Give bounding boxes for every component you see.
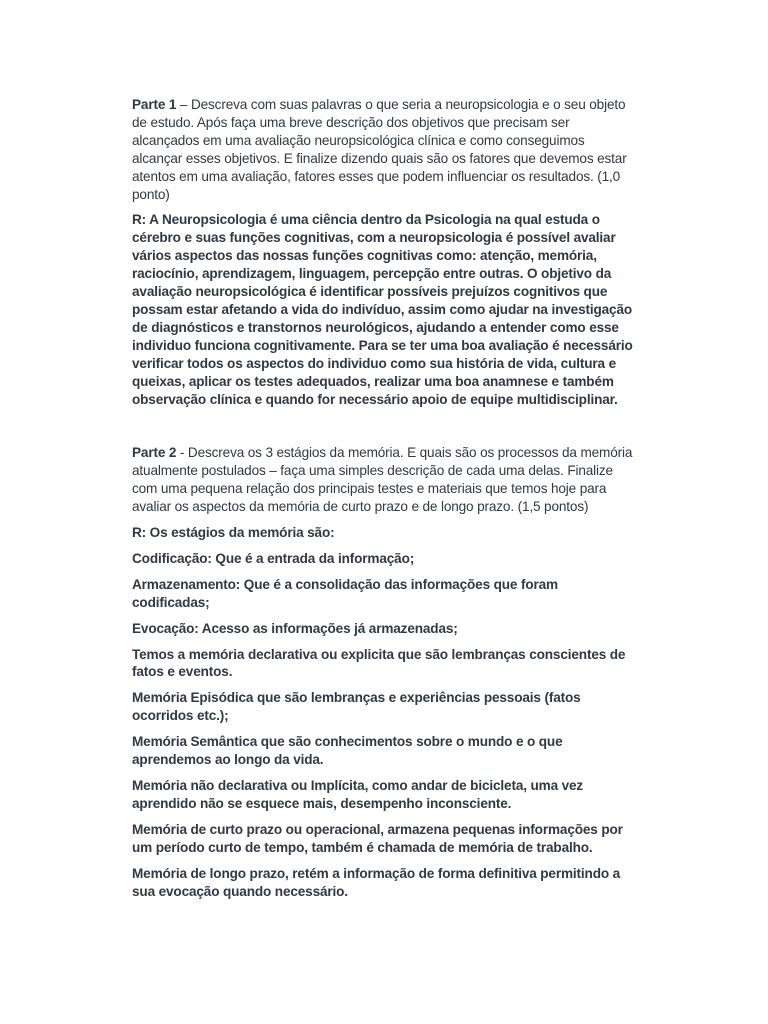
part2-question-text: - Descreva os 3 estágios da memória. E quais são os processos da memória atualmente postulados – faça uma simples descrição de cada uma delas. Finalize com uma pequena relação dos principais testes e materiais que temos hoje para avaliar os aspectos da memória de curto prazo e de longo prazo. (1,5 pontos) [132,445,633,515]
section-spacer [132,408,637,444]
part2-answer-curto-prazo: Memória de curto prazo ou operacional, armazena pequenas informações por um período curto de tempo, também é chamada de memória de trabalho. [132,821,623,855]
part2-answer-codificacao: Codificação: Que é a entrada da informação; [132,550,415,566]
part2-answer-episodica: Memória Episódica que são lembranças e experiências pessoais (fatos ocorridos etc.); [132,690,581,724]
part2-answer-nao-declarativa: Memória não declarativa ou Implícita, como andar de bicicleta, uma vez aprendido não se esquece mais, desempenho inconsciente. [132,778,584,811]
part2-answer-evocacao: Evocação: Acesso as informações já armazenadas; [132,620,458,636]
part1-answer: R: A Neuropsicologia é uma ciência dentro da Psicologia na qual estuda o cérebro e suas funções cognitivas, com a neuropsicologia é possível avaliar vários aspectos das nossas funções cognitivas como: atenção, memória, raciocínio, aprendizagem, linguagem, percepção entre outras. O objetivo da avaliação neuropsicológica é identificar possíveis prejuízos cognitivos que possam estar afetando a vida do indivíduo, assim como ajudar na investigação de diagnósticos e transtornos neurológicos, ajudando a entender como esse individuo funciona cognitivamente. Para se ter uma boa avaliação é necessário verificar todos os aspectos do individuo como sua história de vida, cultura e queixas, aplicar os testes adequados, realizar uma boa anamnese e também observação clínica e quando for necessário apoio de equipe multidisciplinar. [132,212,633,407]
part2-answer-armazenamento: Armazenamento: Que é a consolidação das informações que foram codificadas; [132,576,558,610]
part2-answer-declarativa: Temos a memória declarativa ou explicita que são lembranças conscientes de fatos e eventos. [132,646,626,680]
part2-question [132,444,637,516]
part1-question [132,96,637,203]
part1-question-text: – Descreva com suas palavras o que seria a neuropsicologia e o seu objeto de estudo. Após faça uma breve descrição dos objetivos que precisam ser alcançados em uma avaliação neuropsicológica clínica e como conseguimos alcançar esses objetivos. E finalize dizendo quais são os fatores que devemos estar atentos em uma avaliação, fatores esses que podem influenciar os resultados. (1,0 ponto) [132,97,627,202]
part2-answer-intro: R: Os estágios da memória são: [132,525,335,541]
document-page [132,96,637,900]
part2-label: Parte 2 [132,445,177,461]
part2-answer-longo-prazo: Memória de longo prazo, retém a informação de forma definitiva permitindo a sua evocação quando necessário. [132,865,621,899]
part2-answer-semantica: Memória Semântica que são conhecimentos sobre o mundo e o que aprendemos ao longo da vida. [132,734,563,768]
part1-label: Parte 1 [132,97,177,112]
